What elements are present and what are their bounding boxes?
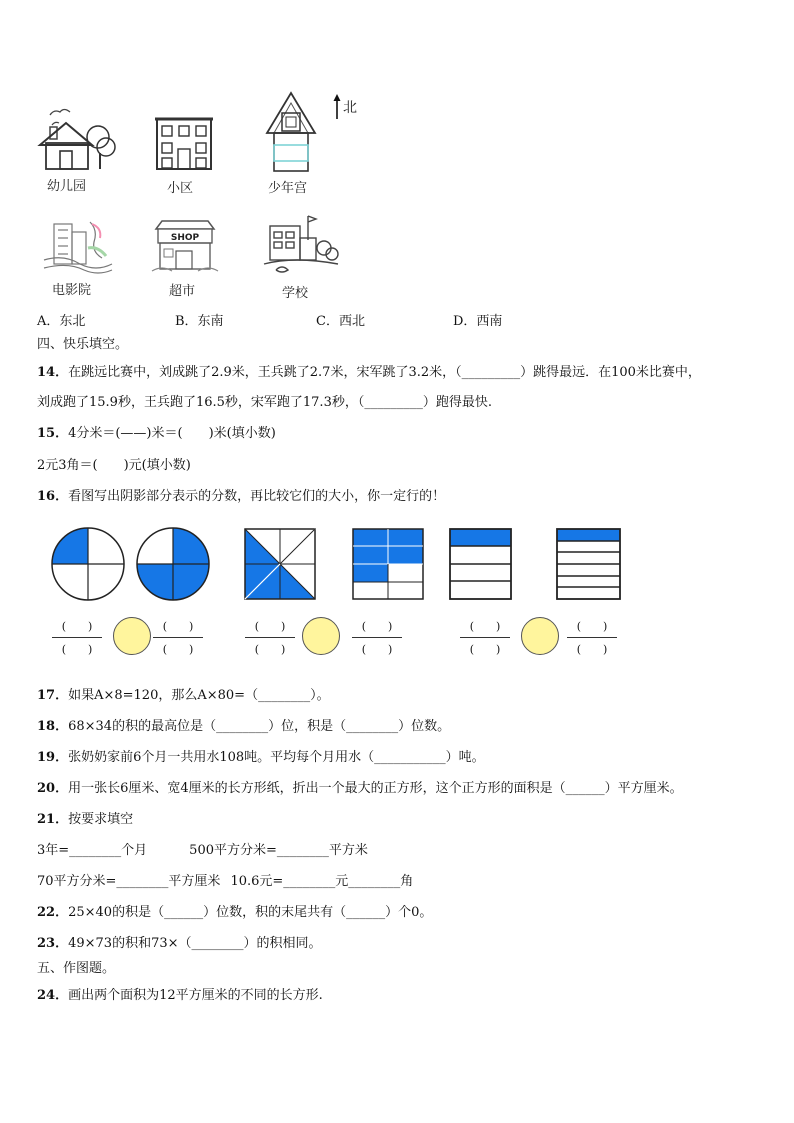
supermarket-icon bbox=[150, 217, 220, 275]
question-23-text: 49×73的积和73×（________）的积相同。 bbox=[68, 936, 322, 951]
question-14-text-1: 在跳远比赛中，刘成跳了2.9米，王兵跳了2.7米，宋军跳了3.2米，（_________）跳得最远．在100米比赛中， bbox=[68, 365, 701, 380]
circle-one-quarter-shaded bbox=[52, 528, 124, 600]
fraction-figures bbox=[40, 520, 640, 610]
question-14-line-1 bbox=[37, 363, 701, 383]
fraction-blank-4[interactable]: ( ) ( ) bbox=[352, 619, 402, 657]
question-number: 17． bbox=[37, 688, 69, 703]
question-16-text: 看图写出阴影部分表示的分数，再比较它们的大小，你一定行的！ bbox=[68, 489, 446, 504]
option-b: B．东南 bbox=[175, 314, 224, 329]
circle-three-quarters-shaded bbox=[137, 528, 209, 600]
compare-circle-1[interactable] bbox=[113, 617, 151, 655]
question-22 bbox=[37, 903, 432, 923]
question-16 bbox=[37, 487, 445, 507]
fraction-blank-3[interactable]: ( ) ( ) bbox=[245, 619, 295, 657]
question-21 bbox=[37, 810, 133, 830]
question-21-row-1 bbox=[37, 841, 368, 861]
shop-sign: SHOP bbox=[170, 233, 200, 243]
question-21-text: 按要求填空 bbox=[68, 812, 134, 827]
school-icon bbox=[262, 212, 342, 278]
question-number: 21． bbox=[37, 812, 69, 827]
question-21-blank-area-2: 70平方分米=________平方厘米 bbox=[37, 874, 221, 889]
rectangle-quarter-shaded bbox=[450, 529, 511, 599]
question-number: 20． bbox=[37, 781, 69, 796]
question-number: 18． bbox=[37, 719, 69, 734]
place-label-community: 小区 bbox=[167, 181, 194, 196]
rectangle-sixth-shaded bbox=[557, 529, 620, 599]
question-22-text: 25×40的积是（______）位数，积的末尾共有（______）个0。 bbox=[68, 905, 433, 920]
fraction-blank-1[interactable]: ( ) ( ) bbox=[52, 619, 102, 657]
question-18 bbox=[37, 717, 450, 737]
question-24-text: 画出两个面积为12平方厘米的不同的长方形. bbox=[68, 988, 323, 1003]
question-21-blank-years: 3年=________个月 bbox=[37, 843, 148, 858]
place-label-youth-palace: 少年宫 bbox=[268, 181, 308, 196]
option-a: A．东北 bbox=[37, 314, 86, 329]
question-number: 22． bbox=[37, 905, 69, 920]
question-number: 19． bbox=[37, 750, 69, 765]
question-17 bbox=[37, 686, 330, 706]
cinema-icon bbox=[42, 218, 114, 276]
question-23 bbox=[37, 934, 322, 954]
question-21-blank-money: 10.6元=________元________角 bbox=[230, 874, 414, 889]
square-eighths-shaded bbox=[245, 529, 315, 599]
question-number: 14． bbox=[37, 365, 69, 380]
place-label-supermarket: 超市 bbox=[169, 284, 196, 299]
question-number: 24． bbox=[37, 988, 69, 1003]
section-4-title: 四、快乐填空。 bbox=[37, 337, 129, 352]
question-number: 15． bbox=[37, 426, 69, 441]
youth-palace-icon bbox=[265, 91, 317, 173]
fraction-blank-5[interactable]: ( ) ( ) bbox=[460, 619, 510, 657]
question-15-line-1 bbox=[37, 424, 276, 444]
option-d: D．西南 bbox=[453, 314, 503, 329]
question-18-text: 68×34的积的最高位是（________）位，积是（________）位数。 bbox=[68, 719, 451, 734]
grid-eighths-shaded bbox=[353, 529, 423, 599]
question-20 bbox=[37, 779, 683, 799]
question-21-row-2 bbox=[37, 872, 413, 892]
place-label-cinema: 电影院 bbox=[52, 283, 92, 298]
option-c: C．西北 bbox=[316, 314, 365, 329]
north-arrow-icon bbox=[332, 94, 342, 120]
fraction-blank-2[interactable]: ( ) ( ) bbox=[153, 619, 203, 657]
question-20-text: 用一张长6厘米、宽4厘米的长方形纸，折出一个最大的正方形，这个正方形的面积是（______）平方厘米。 bbox=[68, 781, 683, 796]
question-24 bbox=[37, 986, 323, 1006]
place-label-kindergarten: 幼儿园 bbox=[47, 179, 87, 194]
compare-circle-3[interactable] bbox=[521, 617, 559, 655]
place-label-school: 学校 bbox=[282, 286, 309, 301]
north-label: 北 bbox=[343, 100, 357, 116]
question-15-text-1: 4分米＝(——)米＝( )米(填小数) bbox=[68, 426, 276, 441]
compare-circle-2[interactable] bbox=[302, 617, 340, 655]
question-19 bbox=[37, 748, 485, 768]
question-21-blank-area-1: 500平方分米=________平方米 bbox=[189, 843, 368, 858]
question-17-text: 如果A×8=120，那么A×80=（________）。 bbox=[68, 688, 330, 703]
question-number: 16． bbox=[37, 489, 69, 504]
fraction-blank-6[interactable]: ( ) ( ) bbox=[567, 619, 617, 657]
question-19-text: 张奶奶家前6个月一共用水108吨。平均每个月用水（___________）吨。 bbox=[68, 750, 485, 765]
question-15-line-2: 2元3角＝( )元(填小数) bbox=[37, 458, 191, 473]
kindergarten-icon bbox=[36, 103, 116, 171]
question-14-line-2: 刘成跑了15.9秒，王兵跑了16.5秒，宋军跑了17.3秒，（_________）跑得最快. bbox=[37, 395, 492, 410]
section-5-title: 五、作图题。 bbox=[37, 961, 116, 976]
residential-building-icon bbox=[155, 113, 213, 171]
question-number: 23． bbox=[37, 936, 69, 951]
